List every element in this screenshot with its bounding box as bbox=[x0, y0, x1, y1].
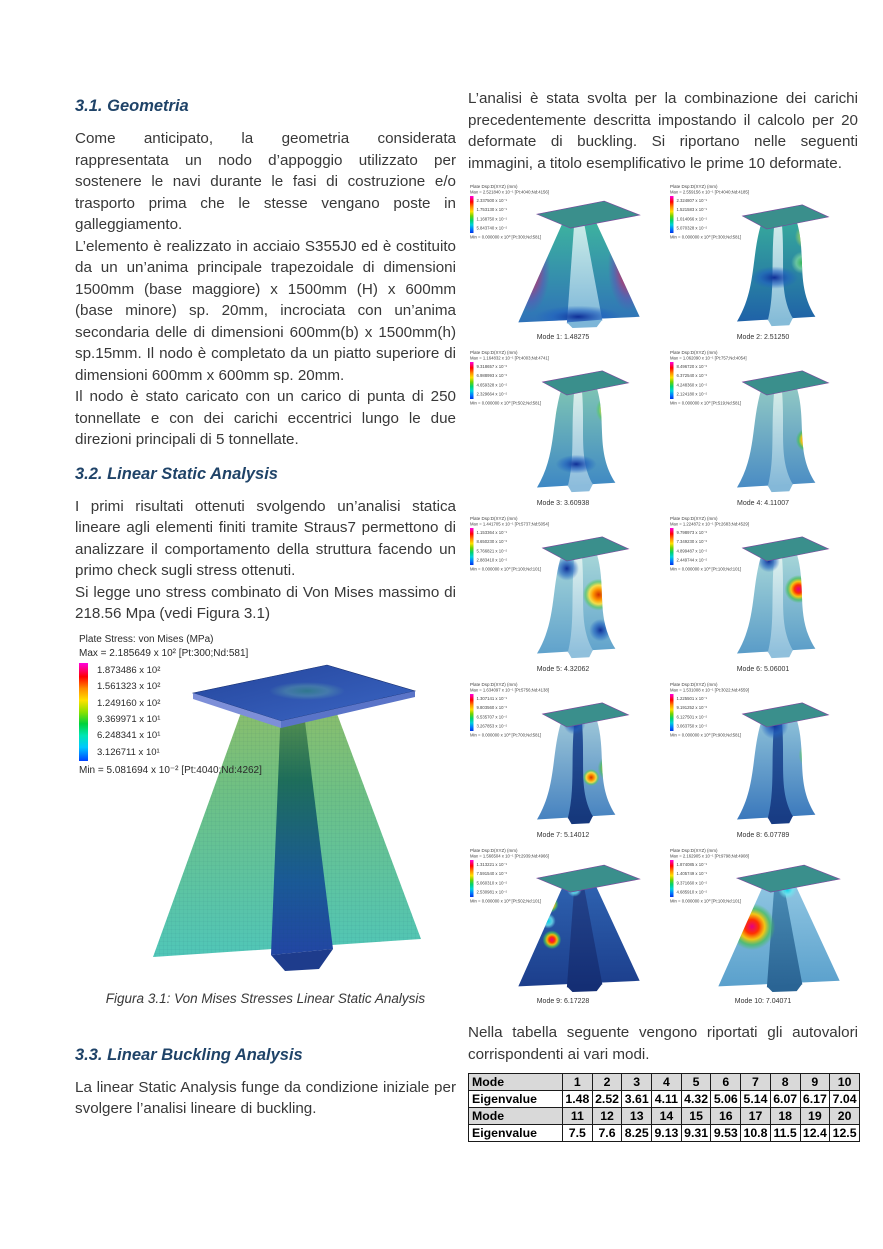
mode-legend-tick: 4.659328 x 10⁻² bbox=[476, 382, 508, 388]
mode-legend-tick: 2.449744 x 10⁻² bbox=[676, 557, 708, 563]
vonmises-legend-title: Plate Stress: von Mises (MPa) bbox=[79, 633, 214, 645]
mode-legend-tick: 1.168750 x 10⁻¹ bbox=[476, 216, 508, 222]
mode-legend-tick: 2.124180 x 10⁻² bbox=[676, 391, 708, 397]
buckling-mode-cell bbox=[468, 346, 658, 512]
buckling-mode-cell bbox=[668, 678, 858, 844]
value-cell: 7 bbox=[741, 1074, 771, 1091]
value-cell: 12.4 bbox=[800, 1125, 830, 1142]
mode-legend-min: Min = 0.000000 x 10⁰ [Pt:900;Nd:581] bbox=[670, 732, 742, 738]
value-cell: 18 bbox=[770, 1108, 800, 1125]
buckling-intro-paragraph: L’analisi è stata svolta per la combinazione dei carichi precedentemente descritta impostando il calcolo per 20 deformate di buckling. Si riportano nelle seguenti immagini, a titolo esemplificativo le prime 10 deformate. bbox=[468, 90, 858, 172]
mode-legend bbox=[670, 350, 770, 406]
mode-label: Mode 5: 4.32062 bbox=[536, 666, 590, 673]
value-cell: 11 bbox=[563, 1108, 593, 1125]
value-cell: 10 bbox=[830, 1074, 860, 1091]
mode-legend-tick: 1.014066 x 10⁻¹ bbox=[676, 216, 708, 222]
mode-legend-tick: 2.883410 x 10⁻² bbox=[476, 557, 508, 563]
mode-legend-ticks bbox=[674, 694, 708, 731]
table-row bbox=[469, 1108, 860, 1125]
mode-legend-title: Plate Dsp:D(XYZ) (mm) bbox=[670, 350, 718, 355]
mode-legend-tick: 1.313221 x 10⁻¹ bbox=[476, 861, 508, 867]
mode-legend-max: Max = 1.566504 x 10⁻¹ [Pt:2939;Nd:4966] bbox=[470, 853, 549, 859]
buckling-mode-cell bbox=[668, 512, 858, 678]
mode-legend-tick: 2.329664 x 10⁻² bbox=[476, 391, 508, 397]
value-cell: 16 bbox=[711, 1108, 741, 1125]
mode-legend-tick: 9.371660 x 10⁻² bbox=[676, 880, 708, 886]
value-cell: 9.53 bbox=[711, 1125, 741, 1142]
mode-legend bbox=[670, 516, 770, 572]
section-3-3-heading: 3.3. Linear Buckling Analysis bbox=[75, 1045, 303, 1064]
value-cell: 7.6 bbox=[592, 1125, 622, 1142]
value-cell: 5.14 bbox=[741, 1091, 771, 1108]
legend-tick: 1.249160 x 10² bbox=[97, 697, 161, 709]
value-cell: 8 bbox=[770, 1074, 800, 1091]
right-column bbox=[468, 88, 858, 1142]
mode-legend-ticks bbox=[474, 196, 508, 233]
mode-legend-max: Max = 1.164832 x 10⁻¹ [Pt:4003;Nd:4741] bbox=[470, 355, 549, 361]
mode-legend-title: Plate Dsp:D(XYZ) (mm) bbox=[470, 350, 518, 355]
mode-legend-tick: 8.650230 x 10⁻² bbox=[476, 539, 508, 545]
mode-legend-tick: 2.337500 x 10⁻¹ bbox=[476, 197, 508, 203]
mode-legend-tick: 5.060310 x 10⁻² bbox=[476, 880, 508, 886]
mode-legend-min: Min = 0.000000 x 10⁰ [Pt:519;Nd:581] bbox=[670, 400, 742, 406]
mode-legend bbox=[470, 350, 570, 406]
vonmises-legend-min: Min = 5.081694 x 10⁻² [Pt:4040;Nd:4262] bbox=[79, 764, 262, 776]
legend-tick: 1.561323 x 10² bbox=[97, 681, 161, 693]
geometry-paragraph-1: Come anticipato, la geometria considerata rappresentata un nodo d’appoggio utilizzato per sostenere le navi durante le fasi di costruzione e/o trasporto prima che le stesse vengano poste in galleggiamento. bbox=[75, 130, 456, 233]
mode-legend-tick: 6.535707 x 10⁻² bbox=[476, 714, 508, 720]
value-cell: 14 bbox=[652, 1108, 682, 1125]
mode-label: Mode 6: 5.06001 bbox=[736, 666, 790, 673]
value-cell: 2 bbox=[592, 1074, 622, 1091]
mode-label: Mode 8: 6.07789 bbox=[736, 832, 790, 839]
mode-legend-max: Max = 1.062090 x 10⁻¹ [Pt:757;Nd:4054] bbox=[670, 355, 747, 361]
mode-legend bbox=[670, 682, 770, 738]
vonmises-legend bbox=[79, 633, 299, 777]
mode-legend-tick: 3.063750 x 10⁻² bbox=[676, 723, 708, 729]
mode-legend-max: Max = 1.634097 x 10⁻¹ [Pt:5756;Nd:4138] bbox=[470, 687, 549, 693]
value-cell: 7.5 bbox=[563, 1125, 593, 1142]
mode-label: Mode 10: 7.04071 bbox=[734, 998, 792, 1005]
value-cell: 1.48 bbox=[563, 1091, 593, 1108]
eigenvalue-table bbox=[468, 1073, 860, 1142]
buckling-mode-cell bbox=[668, 180, 858, 346]
mode-legend-title: Plate Dsp:D(XYZ) (mm) bbox=[670, 682, 718, 687]
mode-legend-tick: 9.803560 x 10⁻² bbox=[476, 705, 508, 711]
mode-legend-ticks bbox=[474, 528, 508, 565]
mode-legend-tick: 6.372540 x 10⁻² bbox=[676, 373, 708, 379]
buckling-mode-cell bbox=[468, 678, 658, 844]
mode-legend-ticks bbox=[474, 694, 508, 731]
geometry-paragraph-3: Il nodo è stato caricato con un carico di punta di 250 tonnellate e con dei carichi eccentrici lungo le due direzioni principali di 5 tonnellate. bbox=[75, 388, 456, 448]
mode-legend-tick: 7.349230 x 10⁻² bbox=[676, 539, 708, 545]
mode-legend-tick: 1.753130 x 10⁻¹ bbox=[476, 207, 508, 213]
value-cell: 12.5 bbox=[830, 1125, 860, 1142]
mode-legend-max: Max = 2.521840 x 10⁻¹ [Pt:4040;Nd:4156] bbox=[470, 189, 549, 195]
mode-legend-max: Max = 1.224872 x 10⁻¹ [Pt:2683;Nd:4529] bbox=[670, 521, 749, 527]
mode-legend-tick: 1.153364 x 10⁻¹ bbox=[476, 529, 508, 535]
mode-legend-max: Max = 2.559156 x 10⁻¹ [Pt:4040;Nd:4185] bbox=[670, 189, 749, 195]
mode-legend-tick: 1.874085 x 10⁻¹ bbox=[676, 861, 708, 867]
mode-legend-min: Min = 0.000000 x 10⁰ [Pt:100;Nd:101] bbox=[470, 566, 542, 572]
mode-legend-ticks bbox=[474, 860, 508, 897]
mode-legend-title: Plate Dsp:D(XYZ) (mm) bbox=[670, 848, 718, 853]
legend-tick: 6.248341 x 10¹ bbox=[97, 730, 161, 742]
buckling-mode-cell bbox=[668, 844, 858, 1010]
value-cell: 7.04 bbox=[830, 1091, 860, 1108]
vonmises-legend-max: Max = 2.185649 x 10² [Pt:300;Nd:581] bbox=[79, 647, 249, 659]
mode-legend-tick: 9.798973 x 10⁻² bbox=[676, 529, 708, 535]
value-cell: 9.13 bbox=[652, 1125, 682, 1142]
mode-legend-tick: 4.685910 x 10⁻² bbox=[676, 889, 708, 895]
row-header-cell: Mode bbox=[469, 1074, 563, 1091]
mode-legend bbox=[470, 682, 570, 738]
value-cell: 6.07 bbox=[770, 1091, 800, 1108]
mode-legend-ticks bbox=[674, 196, 708, 233]
value-cell: 2.52 bbox=[592, 1091, 622, 1108]
mode-legend-tick: 5.070328 x 10⁻² bbox=[676, 225, 708, 231]
mode-legend-tick: 1.307141 x 10⁻¹ bbox=[476, 695, 508, 701]
eigenvalue-table-intro: Nella tabella seguente vengono riportati gli autovalori corrispondenti ai vari modi. bbox=[468, 1024, 858, 1063]
value-cell: 15 bbox=[681, 1108, 711, 1125]
mode-legend-title: Plate Dsp:D(XYZ) (mm) bbox=[670, 516, 718, 521]
value-cell: 5 bbox=[681, 1074, 711, 1091]
mode-legend-tick: 2.324807 x 10⁻¹ bbox=[676, 197, 708, 203]
value-cell: 20 bbox=[830, 1108, 860, 1125]
mode-legend-tick: 1.225501 x 10⁻¹ bbox=[676, 695, 708, 701]
mode-legend-ticks bbox=[474, 362, 508, 399]
value-cell: 8.25 bbox=[622, 1125, 652, 1142]
value-cell: 3 bbox=[622, 1074, 652, 1091]
row-header-cell: Eigenvalue bbox=[469, 1125, 563, 1142]
value-cell: 9.31 bbox=[681, 1125, 711, 1142]
value-cell: 4 bbox=[652, 1074, 682, 1091]
value-cell: 4.11 bbox=[652, 1091, 682, 1108]
table-row bbox=[469, 1091, 860, 1108]
mode-legend-title: Plate Dsp:D(XYZ) (mm) bbox=[470, 184, 518, 189]
mode-legend-min: Min = 0.000000 x 10⁰ [Pt:100;Nd:101] bbox=[670, 566, 742, 572]
figure-caption: Figura 3.1: Von Mises Stresses Linear Static Analysis bbox=[105, 990, 426, 1006]
mode-legend-max: Max = 1.441705 x 10⁻¹ [Pt:5737;Nd:5054] bbox=[470, 521, 549, 527]
value-cell: 11.5 bbox=[770, 1125, 800, 1142]
vonmises-colorbar bbox=[79, 663, 88, 761]
mode-legend-title: Plate Dsp:D(XYZ) (mm) bbox=[470, 848, 518, 853]
mode-legend-tick: 9.318657 x 10⁻² bbox=[476, 363, 508, 369]
mode-label: Mode 4: 4.11007 bbox=[736, 500, 790, 507]
mode-label: Mode 7: 5.14012 bbox=[536, 832, 590, 839]
buckling-mode-cell bbox=[468, 512, 658, 678]
value-cell: 12 bbox=[592, 1108, 622, 1125]
vonmises-figure bbox=[75, 633, 447, 985]
row-header-cell: Eigenvalue bbox=[469, 1091, 563, 1108]
table-row bbox=[469, 1074, 860, 1091]
mode-legend-tick: 7.591540 x 10⁻² bbox=[476, 871, 508, 877]
legend-tick: 1.873486 x 10² bbox=[97, 665, 161, 677]
mode-legend-tick: 1.521583 x 10⁻¹ bbox=[676, 207, 708, 213]
value-cell: 13 bbox=[622, 1108, 652, 1125]
mode-label: Mode 3: 3.60938 bbox=[536, 500, 590, 507]
mode-legend-tick: 5.766821 x 10⁻² bbox=[476, 548, 508, 554]
value-cell: 17 bbox=[741, 1108, 771, 1125]
buckling-mode-cell bbox=[668, 346, 858, 512]
row-header-cell: Mode bbox=[469, 1108, 563, 1125]
value-cell: 3.61 bbox=[622, 1091, 652, 1108]
buckling-analysis-paragraph: La linear Static Analysis funge da condizione iniziale per svolgere l’analisi lineare di buckling. bbox=[75, 1078, 456, 1117]
value-cell: 9 bbox=[800, 1074, 830, 1091]
mode-legend-min: Min = 0.000000 x 10⁰ [Pt:502;Nd:101] bbox=[470, 898, 542, 904]
mode-label: Mode 9: 6.17228 bbox=[536, 998, 590, 1005]
legend-tick: 9.369971 x 10¹ bbox=[97, 714, 161, 726]
mode-legend-min: Min = 0.000000 x 10⁰ [Pt:100;Nd:101] bbox=[670, 898, 742, 904]
mode-legend bbox=[670, 848, 770, 904]
mode-legend-tick: 4.899487 x 10⁻² bbox=[676, 548, 708, 554]
mode-legend-min: Min = 0.000000 x 10⁰ [Pt:300;Nd:581] bbox=[670, 234, 742, 240]
mode-legend-min: Min = 0.000000 x 10⁰ [Pt:700;Nd:581] bbox=[470, 732, 542, 738]
mode-legend-title: Plate Dsp:D(XYZ) (mm) bbox=[470, 516, 518, 521]
section-3-2-heading: 3.2. Linear Static Analysis bbox=[75, 464, 278, 483]
static-analysis-paragraph-2: Si legge uno stress combinato di Von Mises massimo di 218.56 Mpa (vedi Figura 3.1) bbox=[75, 583, 456, 622]
mode-legend-tick: 6.127501 x 10⁻² bbox=[676, 714, 708, 720]
legend-tick: 3.126711 x 10¹ bbox=[97, 746, 160, 758]
buckling-mode-cell bbox=[468, 180, 658, 346]
mode-legend-ticks bbox=[674, 860, 708, 897]
mode-legend-title: Plate Dsp:D(XYZ) (mm) bbox=[470, 682, 518, 687]
mode-label: Mode 1: 1.48275 bbox=[536, 334, 590, 341]
mode-legend-max: Max = 2.162905 x 10⁻¹ [Pt:9798;Nd:4908] bbox=[670, 853, 749, 859]
value-cell: 1 bbox=[563, 1074, 593, 1091]
mode-legend-tick: 9.191252 x 10⁻² bbox=[676, 705, 708, 711]
static-analysis-paragraph-1: I primi risultati ottenuti svolgendo un’analisi statica lineare agli elementi finiti tramite Straus7 permettono di analizzare il comportamento della struttura facendo un primo check sugli stress ottenuti. bbox=[75, 497, 456, 579]
mode-legend bbox=[470, 848, 570, 904]
value-cell: 4.32 bbox=[681, 1091, 711, 1108]
mode-legend-max: Max = 1.531008 x 10⁻¹ [Pt:3022;Nd:4559] bbox=[670, 687, 749, 693]
mode-legend bbox=[670, 184, 770, 240]
mode-legend-title: Plate Dsp:D(XYZ) (mm) bbox=[670, 184, 718, 189]
geometry-paragraph-2: L’elemento è realizzato in acciaio S355J0 ed è costituito da un un’anima principale trapezoidale di dimensioni 1500mm (base maggiore) x 1500mm (H) x 600mm (base minore) sp. 20mm, incrociata con un’anima secondaria delle di dimensioni 600mm(b) x 1500mm(h) sp.15mm. Il nodo è completato da un piatto superiore di dimensioni 600mm x 600mm sp. 20mm. bbox=[75, 237, 456, 384]
mode-legend-tick: 5.843740 x 10⁻² bbox=[476, 225, 508, 231]
table-row bbox=[469, 1125, 860, 1142]
mode-legend-tick: 1.405749 x 10⁻¹ bbox=[676, 871, 708, 877]
mode-label: Mode 2: 2.51250 bbox=[736, 334, 790, 341]
mode-legend-ticks bbox=[674, 528, 708, 565]
mode-legend-min: Min = 0.000000 x 10⁰ [Pt:502;Nd:581] bbox=[470, 400, 542, 406]
vonmises-legend-ticks bbox=[88, 663, 160, 761]
mode-legend-min: Min = 0.000000 x 10⁰ [Pt:300;Nd:581] bbox=[470, 234, 542, 240]
left-column bbox=[75, 97, 456, 1120]
value-cell: 5.06 bbox=[711, 1091, 741, 1108]
mode-legend bbox=[470, 184, 570, 240]
mode-legend-tick: 4.248360 x 10⁻² bbox=[676, 382, 708, 388]
buckling-mode-cell bbox=[468, 844, 658, 1010]
mode-legend bbox=[470, 516, 570, 572]
mode-legend-tick: 6.988993 x 10⁻² bbox=[476, 373, 508, 379]
mode-legend-tick: 8.496720 x 10⁻² bbox=[676, 363, 708, 369]
buckling-modes-grid bbox=[468, 180, 858, 1010]
value-cell: 19 bbox=[800, 1108, 830, 1125]
mode-legend-ticks bbox=[674, 362, 708, 399]
mode-legend-tick: 3.267853 x 10⁻² bbox=[476, 723, 508, 729]
value-cell: 6 bbox=[711, 1074, 741, 1091]
mode-legend-tick: 2.530981 x 10⁻² bbox=[476, 889, 508, 895]
value-cell: 6.17 bbox=[800, 1091, 830, 1108]
value-cell: 10.8 bbox=[741, 1125, 771, 1142]
section-3-1-heading: 3.1. Geometria bbox=[75, 97, 189, 115]
